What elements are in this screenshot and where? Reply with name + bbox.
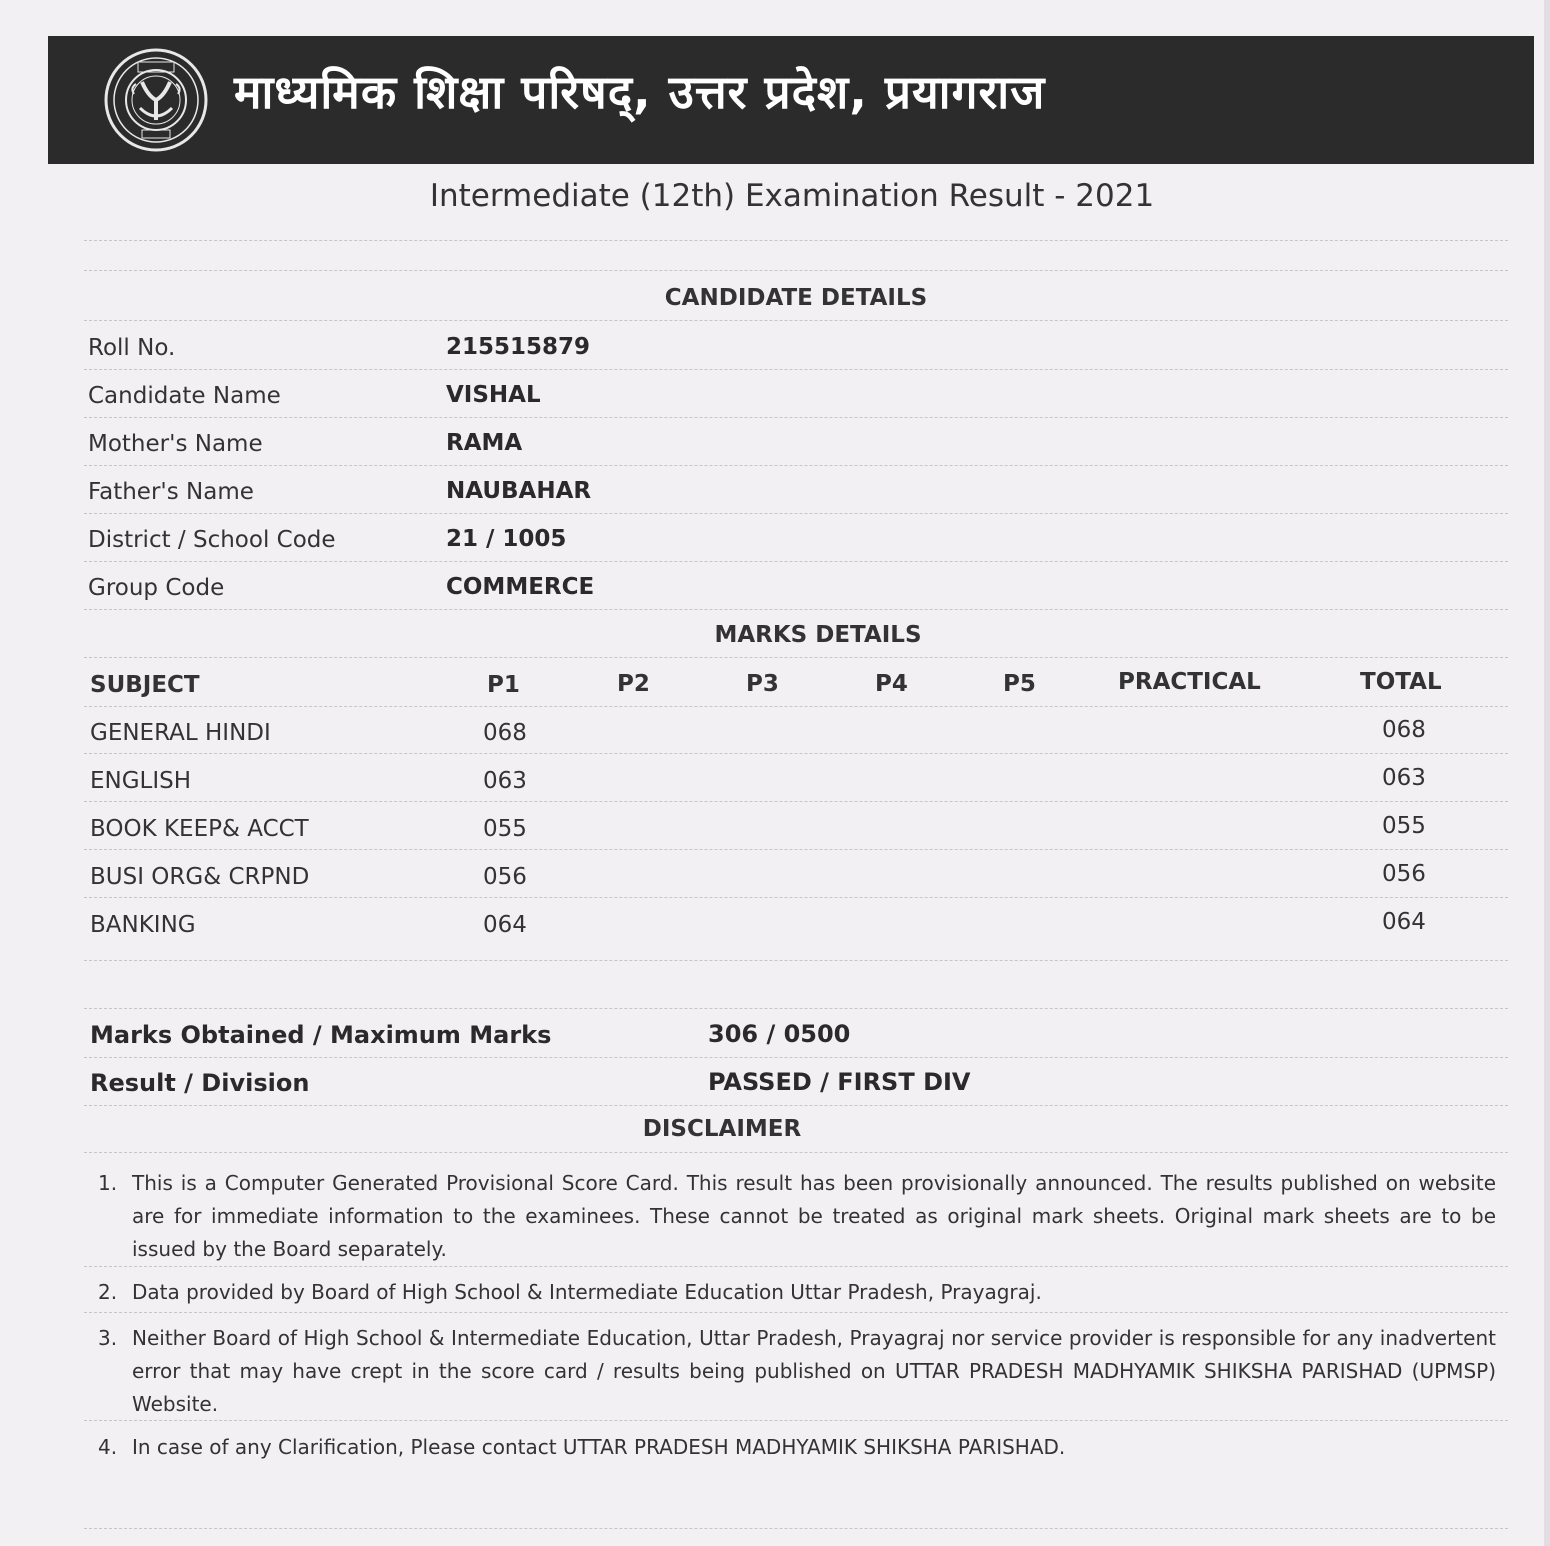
candidate-name-label: Candidate Name <box>88 383 281 409</box>
column-header-p5: P5 <box>1003 671 1036 697</box>
divider <box>84 1420 1508 1421</box>
list-item-text: This is a Computer Generated Provisional Score Card. This result has been provisionally announced. The results published on website are for immediate information to the examinees. These cannot be treated as original mark sheets. Original mark sheets are to be issued by the Board separately. <box>132 1171 1496 1261</box>
column-header-practical: PRACTICAL <box>1118 669 1261 695</box>
group-code-value: COMMERCE <box>446 574 595 600</box>
list-item <box>98 1322 1496 1421</box>
column-header-total: TOTAL <box>1360 669 1442 695</box>
divider <box>84 1152 1508 1153</box>
group-code-label: Group Code <box>88 575 225 601</box>
divider <box>84 1312 1508 1313</box>
p1-cell: 055 <box>483 816 527 842</box>
subject-cell: GENERAL HINDI <box>90 720 271 746</box>
column-header-p3: P3 <box>746 671 779 697</box>
divider <box>84 561 1508 562</box>
page-edge <box>1544 0 1550 1546</box>
roll-no-value: 215515879 <box>446 334 591 360</box>
divider <box>84 270 1508 271</box>
divider <box>84 706 1508 707</box>
total-cell: 068 <box>1382 717 1426 743</box>
subject-cell: ENGLISH <box>90 768 192 794</box>
up-government-seal-icon <box>104 48 208 152</box>
marks-details-heading: MARKS DETAILS <box>714 622 922 648</box>
subject-cell: BUSI ORG& CRPND <box>90 864 310 890</box>
divider <box>84 369 1508 370</box>
subject-cell: BANKING <box>90 912 196 938</box>
list-item-number: 3. <box>98 1326 118 1350</box>
divider <box>84 897 1508 898</box>
result-division-value: PASSED / FIRST DIV <box>708 1068 971 1096</box>
column-header-p1: P1 <box>487 672 520 698</box>
list-item-text: Neither Board of High School & Intermediate Education, Uttar Pradesh, Prayagraj nor service provider is responsible for any inadvertent error that may have crept in the score card / results being published on UTTAR PRADESH MADHYAMIK SHIKSHA PARISHAD (UPMSP) Website. <box>132 1326 1496 1416</box>
column-header-subject: SUBJECT <box>90 672 200 698</box>
school-code-value: 21 / 1005 <box>446 526 567 552</box>
marks-obtained-value: 306 / 0500 <box>708 1020 851 1048</box>
divider <box>84 465 1508 466</box>
mother-name-value: RAMA <box>446 430 523 456</box>
divider <box>84 1057 1508 1058</box>
result-division-label: Result / Division <box>90 1069 310 1097</box>
father-name-value: NAUBAHAR <box>446 478 592 504</box>
father-name-label: Father's Name <box>88 479 254 505</box>
p1-cell: 063 <box>483 768 527 794</box>
school-code-label: District / School Code <box>88 527 336 553</box>
list-item <box>98 1431 1496 1464</box>
divider <box>84 849 1508 850</box>
total-cell: 055 <box>1382 813 1426 839</box>
column-header-p2: P2 <box>617 671 650 697</box>
exam-title: Intermediate (12th) Examination Result - 2021 <box>429 178 1155 214</box>
subject-cell: BOOK KEEP& ACCT <box>90 816 309 842</box>
disclaimer-heading: DISCLAIMER <box>642 1116 802 1142</box>
total-cell: 064 <box>1382 909 1426 935</box>
list-item-number: 4. <box>98 1435 118 1459</box>
list-item-text: Data provided by Board of High School & Intermediate Education Uttar Pradesh, Prayagraj. <box>132 1280 1042 1304</box>
divider <box>84 417 1508 418</box>
total-cell: 063 <box>1382 765 1426 791</box>
header-bar <box>48 36 1534 164</box>
candidate-name-value: VISHAL <box>446 382 541 408</box>
divider <box>84 753 1508 754</box>
candidate-details-heading: CANDIDATE DETAILS <box>664 285 928 311</box>
p1-cell: 056 <box>483 864 527 890</box>
total-cell: 056 <box>1382 861 1426 887</box>
divider <box>84 960 1508 961</box>
list-item-text: In case of any Clarification, Please contact UTTAR PRADESH MADHYAMIK SHIKSHA PARISHAD. <box>132 1435 1066 1459</box>
mother-name-label: Mother's Name <box>88 431 263 457</box>
p1-cell: 064 <box>483 912 527 938</box>
roll-no-label: Roll No. <box>88 335 176 361</box>
divider <box>84 1528 1508 1529</box>
divider <box>84 657 1508 658</box>
divider <box>84 1008 1508 1009</box>
divider <box>84 801 1508 802</box>
p1-cell: 068 <box>483 720 527 746</box>
column-header-p4: P4 <box>875 671 908 697</box>
divider <box>84 320 1508 321</box>
divider <box>84 240 1508 241</box>
divider <box>84 609 1508 610</box>
divider <box>84 1266 1508 1267</box>
board-name-heading: माध्यमिक शिक्षा परिषद्, उत्तर प्रदेश, प्रयागराज <box>234 65 1046 119</box>
list-item <box>98 1167 1496 1266</box>
divider <box>84 513 1508 514</box>
list-item-number: 2. <box>98 1280 118 1304</box>
list-item-number: 1. <box>98 1171 118 1195</box>
divider <box>84 1105 1508 1106</box>
marks-obtained-label: Marks Obtained / Maximum Marks <box>90 1021 552 1049</box>
list-item <box>98 1276 1496 1309</box>
